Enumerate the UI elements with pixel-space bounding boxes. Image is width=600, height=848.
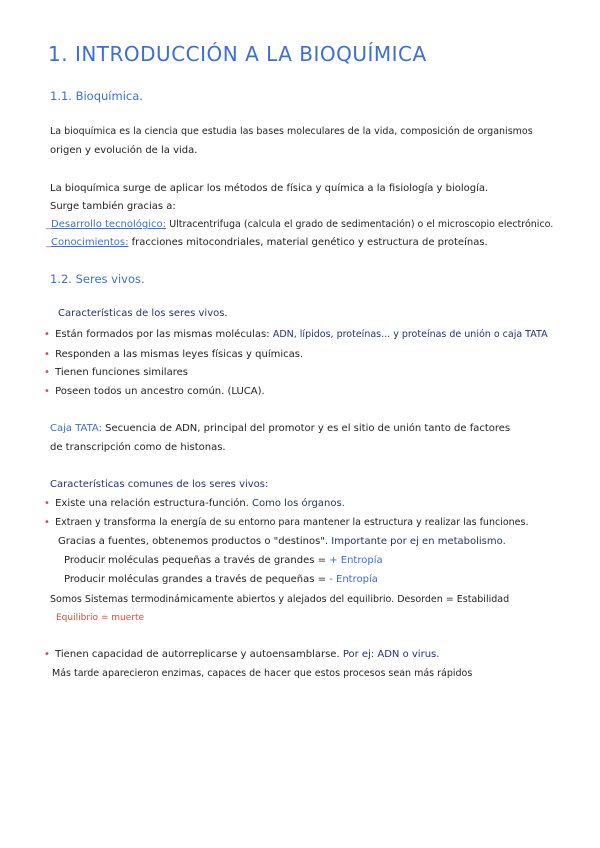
paragraph-definition-line2: origen y evolución de la vida. [50,145,198,156]
list-item-conocimientos-label: Conocimientos: [51,237,129,248]
energia-continuation-text: Gracias a fuentes, obtenemos productos o "destinos". [58,536,329,547]
bullet-leyes [44,348,303,361]
enzimas-note: Más tarde aparecieron enzimas, capaces de hacer que estos procesos sean más rápidos [52,668,473,679]
energia-continuation [58,535,506,548]
bullet-funciones [44,366,188,379]
caja-tata-text-line2: de transcripción como de histonas. [50,442,226,453]
bullet-ancestro [44,385,265,398]
bullet-moleculas-examples: ADN, lípidos, proteínas... y proteínas de unión o caja TATA [272,329,548,340]
bullet-autorreplicacion [44,648,439,661]
caja-tata-label: Caja TATA: [50,423,102,434]
subheading-caracteristicas: Características de los seres vivos. [58,308,228,319]
bullet-estructura-funcion-text: Existe una relación estructura-función. [55,498,249,509]
bullet-moleculas [44,328,548,341]
entropia-item-1-value: + Entropía [329,555,383,566]
paragraph-origin-line1: La bioquímica surge de aplicar los métodos de física y química a la fisiología y biología. [50,183,489,194]
sistemas-termodinamicos: Somos Sistemas termodinámicamente abiertos y alejados del equilibrio. Desorden = Estabilidad [50,594,510,605]
list-item-conocimientos-text: fracciones mitocondriales, material genético y estructura de proteínas. [131,237,488,248]
bullet-moleculas-text: Están formados por las mismas moléculas: [55,329,270,340]
page-title: 1. INTRODUCCIÓN A LA BIOQUÍMICA [48,42,427,66]
entropia-item-2-text: Producir moléculas grandes a través de pequeñas = [64,574,327,585]
bullet-energia-text: Extraen y transforma la energía de su entorno para mantener la estructura y realizar las funciones. [55,517,529,528]
entropia-item-1-text: Producir moléculas pequeñas a través de grandes = [64,555,327,566]
section-heading-seres-vivos: 1.2. Seres vivos. [50,272,145,286]
subheading-caracteristicas-comunes: Características comunes de los seres vivos: [50,479,269,490]
entropia-item-2-value: - Entropía [329,574,378,585]
equilibrio-note: Equilibrio = muerte [56,613,145,623]
list-item-desarrollo [46,218,553,231]
section-heading-bioquimica: 1.1. Bioquímica. [50,89,143,103]
bullet-energia [44,516,528,529]
energia-continuation-note: Importante por ej en metabolismo. [331,536,506,547]
caja-tata-text-line1: Secuencia de ADN, principal del promotor y es el sitio de unión tanto de factores [105,423,511,434]
list-item-desarrollo-text: Ultracentrifuga (calcula el grado de sedimentación) o el microscopio electrónico. [169,219,554,230]
entropia-item-2 [64,573,378,586]
list-item-conocimientos [46,236,488,249]
bullet-leyes-text: Responden a las mismas leyes físicas y químicas. [55,349,304,360]
bullet-autorreplicacion-text: Tienen capacidad de autorreplicarse y autoensamblarse. [55,649,340,660]
bullet-estructura-funcion [44,497,345,510]
list-item-desarrollo-label: Desarrollo tecnológico: [51,219,167,230]
entropia-item-1 [64,554,383,567]
bullet-estructura-funcion-example: Como los órganos. [252,498,345,509]
bullet-funciones-text: Tienen funciones similares [55,367,188,378]
paragraph-definition-line1: La bioquímica es la ciencia que estudia las bases moleculares de la vida, composición de organismos [50,126,533,137]
definition-caja-tata [50,422,510,435]
paragraph-origin-line2: Surge también gracias a: [50,201,176,212]
bullet-ancestro-text: Poseen todos un ancestro común. (LUCA). [55,386,265,397]
bullet-autorreplicacion-example: Por ej: ADN o virus. [342,649,440,660]
